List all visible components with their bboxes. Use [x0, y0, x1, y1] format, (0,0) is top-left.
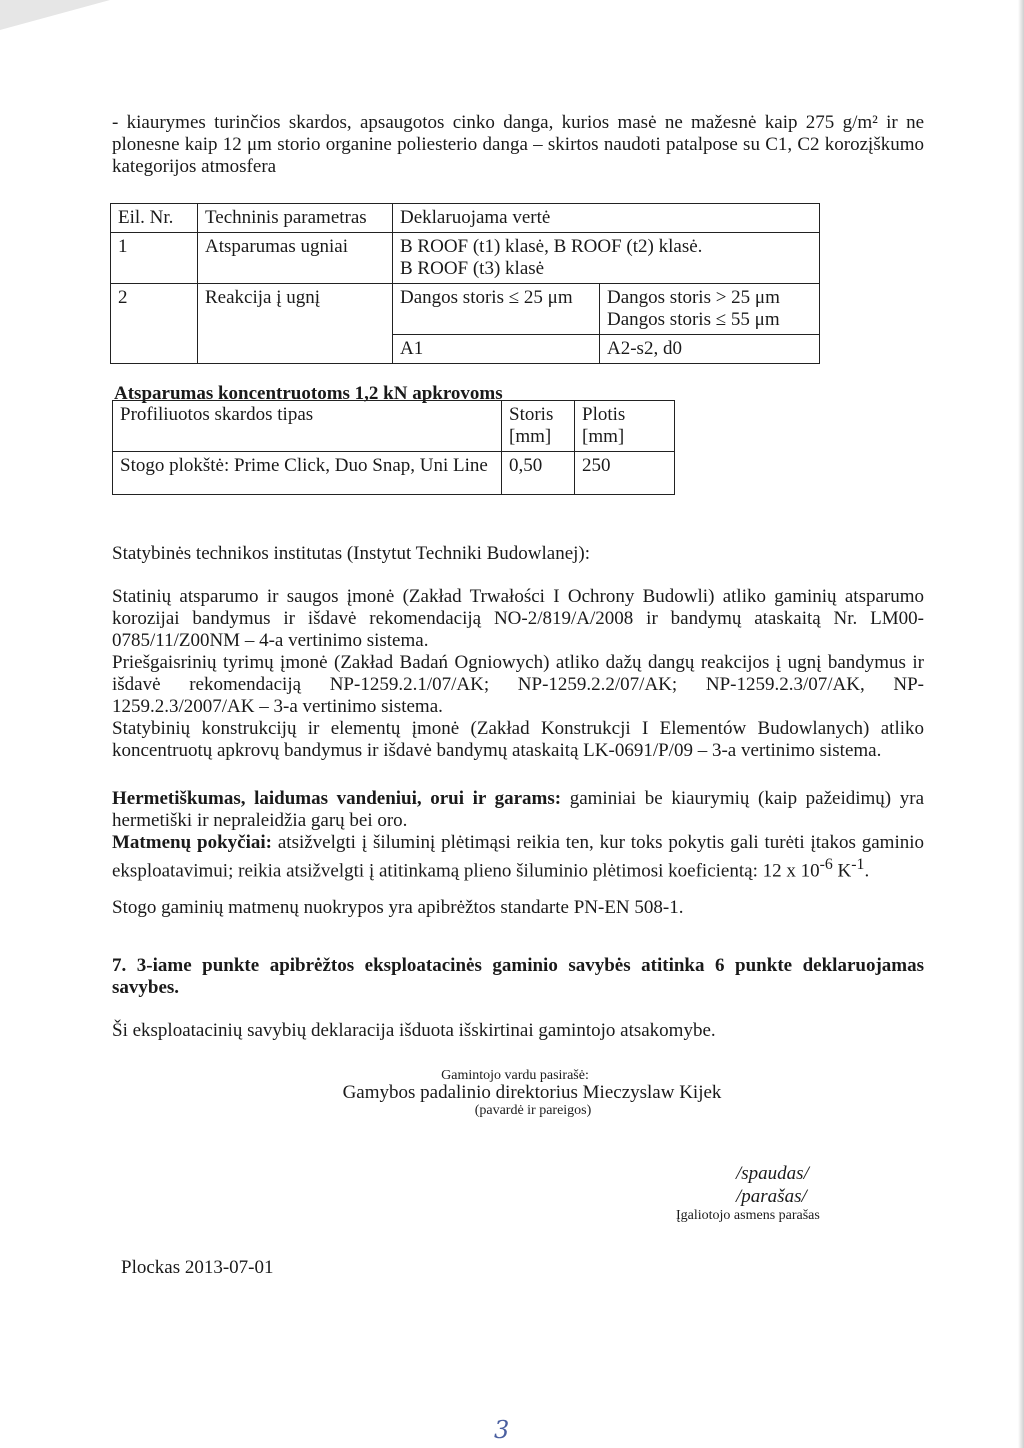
class-cell: A1 — [393, 335, 600, 364]
institute-heading: Statybinės technikos institutas (Instytut Techniki Budowlanej): — [112, 543, 591, 564]
authorized-signature-label: Įgaliotojo asmens parašas — [676, 1208, 820, 1223]
load-test-text: Statybinių konstrukcijų ir elementų įmonė (Zakład Konstrukcji I Elementów Budowlanych) atliko koncentruotų apkrovų bandymus ir išdavė bandymų ataskaitą LK-0691/P/09 – 3-a vertinimo sistema. — [112, 718, 924, 761]
header-line: [mm] — [582, 426, 625, 447]
condition-line: Dangos storis ≤ 55 μm — [607, 309, 780, 330]
dimension-change-text — [112, 832, 924, 882]
signature-placeholder: /parašas/ — [736, 1186, 807, 1207]
fire-properties-table — [110, 203, 820, 364]
header-cell: Profiliuotos skardos tipas — [113, 401, 502, 452]
header-cell: Eil. Nr. — [111, 204, 198, 233]
table-row — [113, 452, 675, 495]
stamp-placeholder: /spaudas/ — [736, 1163, 809, 1184]
tightness-desc: gaminiai be kiaurymių (kaip pažeidimų) yra hermetiški ir nepraleidžia garų bei oro. — [112, 788, 924, 831]
header-cell: Deklaruojama vertė — [393, 204, 820, 233]
tightness-label: Hermetiškumas, laidumas vandeniui, orui ir garams: — [112, 788, 562, 809]
header-cell — [502, 401, 575, 452]
place-date: Plockas 2013-07-01 — [121, 1257, 274, 1278]
on-behalf-label: Gamintojo vardu pasirašė: — [441, 1068, 589, 1083]
signatory-name: Gamybos padalinio direktorius Mieczyslaw Kijek — [342, 1082, 722, 1103]
sentence-end: . — [864, 860, 870, 882]
dimension-change-label: Matmenų pokyčiai: — [112, 832, 272, 853]
load-resistance-table — [112, 400, 675, 495]
page-edge-shadow — [1018, 0, 1024, 1448]
row-value — [393, 233, 820, 284]
product-cell: Stogo plokštė: Prime Click, Duo Snap, Uni Line — [113, 452, 502, 495]
condition-line: Dangos storis > 25 μm — [607, 287, 780, 308]
properties-paragraphs — [112, 788, 924, 882]
row-parameter: Atsparumas ugniai — [198, 233, 393, 284]
header-cell — [575, 401, 675, 452]
header-line: Storis — [509, 404, 554, 425]
header-line: [mm] — [509, 426, 552, 447]
row-parameter: Reakcija į ugnį — [198, 284, 393, 364]
table-header-row — [113, 401, 675, 452]
tightness-text — [112, 788, 924, 832]
header-line: Plotis — [582, 404, 626, 425]
table-row — [111, 284, 820, 335]
signatory-note: (pavardė ir pareigos) — [474, 1103, 592, 1118]
fire-test-text: Priešgaisrinių tyrimų įmonė (Zakład Badań Ogniowych) atliko dažų dangų reakcijos į ugnį bandymus ir išdavė rekomendaciją NP-1259.2.1/07/AK; NP-1259.2.2/07/AK; NP-1259.2.3/07/AK, NP-1259.2.3/2007/AK – 3-a vertinimo sistema. — [112, 652, 924, 717]
intro-paragraph: - kiaurymes turinčios skardos, apsaugotos cinko danga, kurios masė ne mažesnė kaip 275 g/m² ir ne plonesne kaip 12 μm storio organine poliesterio danga – skirtos naudoti patalpose su C1, C2 korozįškumo kategorijos atmosfera — [112, 112, 924, 177]
class-cell: A2-s2, d0 — [600, 335, 820, 364]
load-table-title: Atsparumas koncentruotoms 1,2 kN apkrovoms — [114, 383, 503, 404]
header-cell: Techninis parametras — [198, 204, 393, 233]
row-number: 1 — [111, 233, 198, 284]
exponent: -1 — [851, 856, 865, 873]
page-corner-fold — [0, 0, 110, 30]
value-line: B ROOF (t1) klasė, B ROOF (t2) klasė. — [400, 236, 703, 257]
row-number: 2 — [111, 284, 198, 364]
exponent: -6 — [819, 856, 833, 873]
tolerance-text: Stogo gaminių matmenų nuokrypos yra apibrėžtos standarte PN-EN 508-1. — [112, 897, 684, 918]
condition-cell — [600, 284, 820, 335]
dimension-change-desc: atsižvelgti į šiluminį plėtimąsi reikia ten, kur toks pokytis gali turėti įtakos gaminio eksploatavimui; reikia atsižvelgti į atitinkamą plieno šiluminio plėtimosi koeficientą: 12 x 10 — [112, 832, 925, 882]
unit-text: K — [832, 860, 852, 882]
section-7-heading: 7. 3-iame punkte apibrėžtos eksploatacinės gaminio savybės atitinka 6 punkte deklaruojamas savybes. — [112, 955, 924, 998]
page-number: 3 — [494, 1416, 510, 1444]
condition-cell: Dangos storis ≤ 25 μm — [393, 284, 600, 335]
responsibility-text: Ši eksploatacinių savybių deklaracija išduota išskirtinai gamintojo atsakomybe. — [112, 1020, 716, 1041]
value-line: B ROOF (t3) klasė — [400, 258, 545, 279]
thickness-cell: 0,50 — [502, 452, 575, 495]
corrosion-test-text: Statinių atsparumo ir saugos įmonė (Zakład Trwałości I Ochrony Budowli) atliko gaminių atsparumo korozijai bandymus ir išdavė rekomendaciją NO-2/819/A/2008 ir bandymų ataskaitą Nr. LM00-0785/11/Z00NM – 4-a vertinimo sistema. — [112, 586, 924, 651]
width-cell: 250 — [575, 452, 675, 495]
table-row — [111, 233, 820, 284]
table-header-row — [111, 204, 820, 233]
testing-paragraphs — [112, 586, 924, 762]
